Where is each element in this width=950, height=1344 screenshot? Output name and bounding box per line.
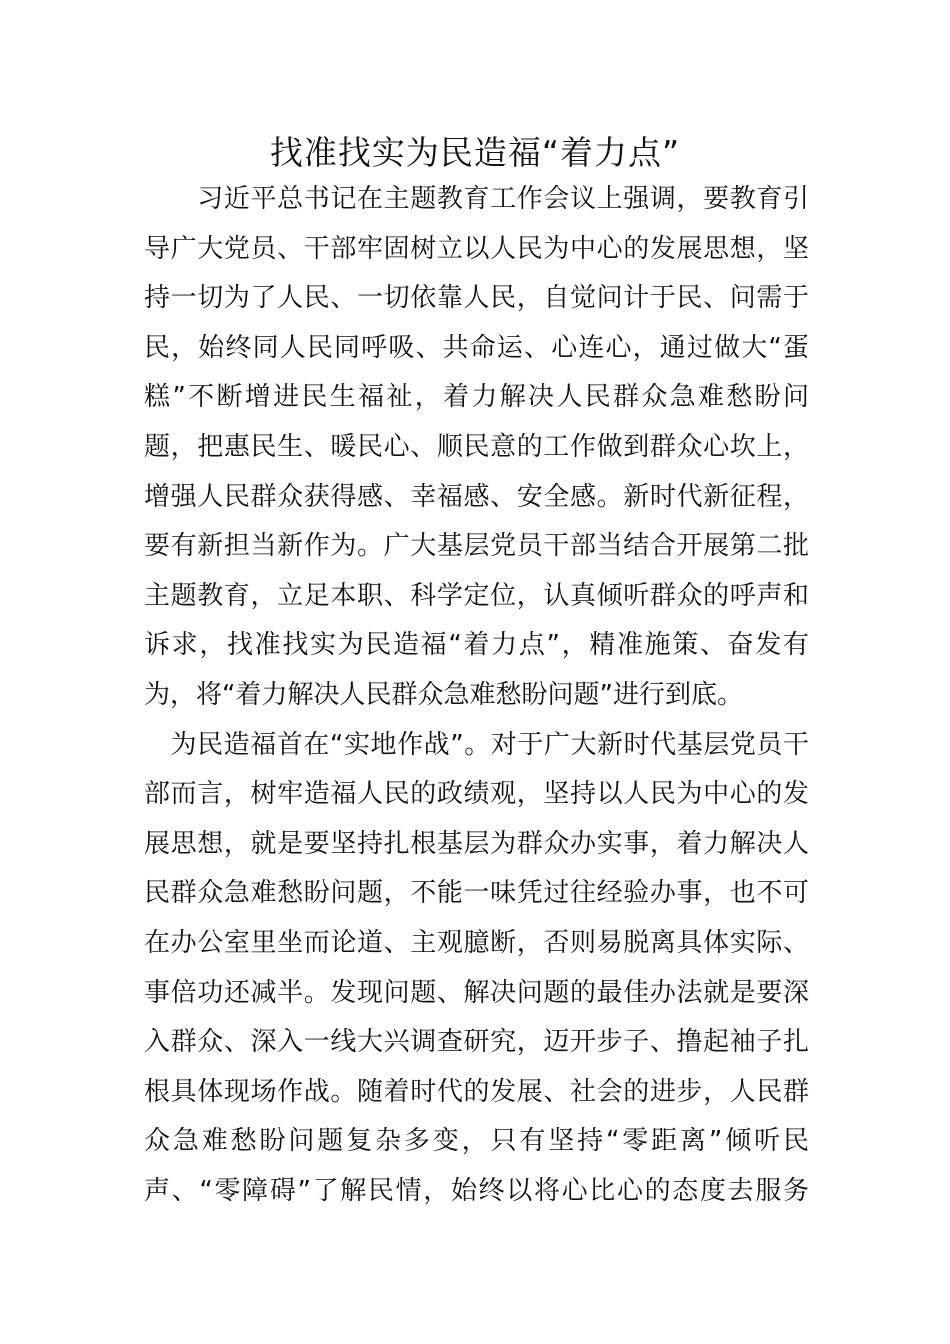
text-line: 民群众急难愁盼问题，不能一味凭过往经验办事，也不可 xyxy=(144,878,809,909)
text-line: 为民造福首在“实地作战”。对于广大新时代基层党员干 xyxy=(144,729,809,760)
paragraph-1 xyxy=(144,175,809,721)
text-line: 展思想，就是要坚持扎根基层为群众办实事，着力解决人 xyxy=(144,828,809,859)
text-line: 导广大党员、干部牢固树立以人民为中心的发展思想，坚 xyxy=(144,233,809,264)
document-body xyxy=(144,175,809,1216)
text-line: 主题教育，立足本职、科学定位，认真倾听群众的呼声和 xyxy=(144,580,809,611)
text-line: 根具体现场作战。随着时代的发展、社会的进步，人民群 xyxy=(144,1076,809,1107)
text-line: 入群众、深入一线大兴调查研究，迈开步子、撸起袖子扎 xyxy=(144,1027,809,1058)
document-title: 找准找实为民造福“着力点” xyxy=(269,133,681,172)
text-line: 事倍功还减半。发现问题、解决问题的最佳办法就是要深 xyxy=(144,977,809,1008)
text-line: 要有新担当新作为。广大基层党员干部当结合开展第二批 xyxy=(144,531,809,562)
text-line: 糕”不断增进民生福祉，着力解决人民群众急难愁盼问 xyxy=(144,382,809,413)
text-line: 民，始终同人民同呼吸、共命运、心连心，通过做大“蛋 xyxy=(144,332,809,363)
text-line: 题，把惠民生、暖民心、顺民意的工作做到群众心坎上， xyxy=(144,431,809,462)
text-line: 持一切为了人民、一切依靠人民，自觉问计于民、问需于 xyxy=(144,283,809,314)
text-line: 诉求，找准找实为民造福“着力点”，精准施策、奋发有 xyxy=(144,630,809,661)
text-line: 声、“零障碍”了解民情，始终以将心比心的态度去服务 xyxy=(144,1175,809,1206)
text-line: 部而言，树牢造福人民的政绩观，坚持以人民为中心的发 xyxy=(144,779,809,810)
text-line: 在办公室里坐而论道、主观臆断，否则易脱离具体实际、 xyxy=(144,927,809,958)
text-line: 习近平总书记在主题教育工作会议上强调，要教育引 xyxy=(144,184,809,214)
paragraph-2 xyxy=(144,721,809,1217)
text-line: 增强人民群众获得感、幸福感、安全感。新时代新征程， xyxy=(144,481,809,512)
text-line: 众急难愁盼问题复杂多变，只有坚持“零距离”倾听民 xyxy=(144,1126,809,1157)
text-line: 为，将“着力解决人民群众急难愁盼问题”进行到底。 xyxy=(144,679,743,710)
